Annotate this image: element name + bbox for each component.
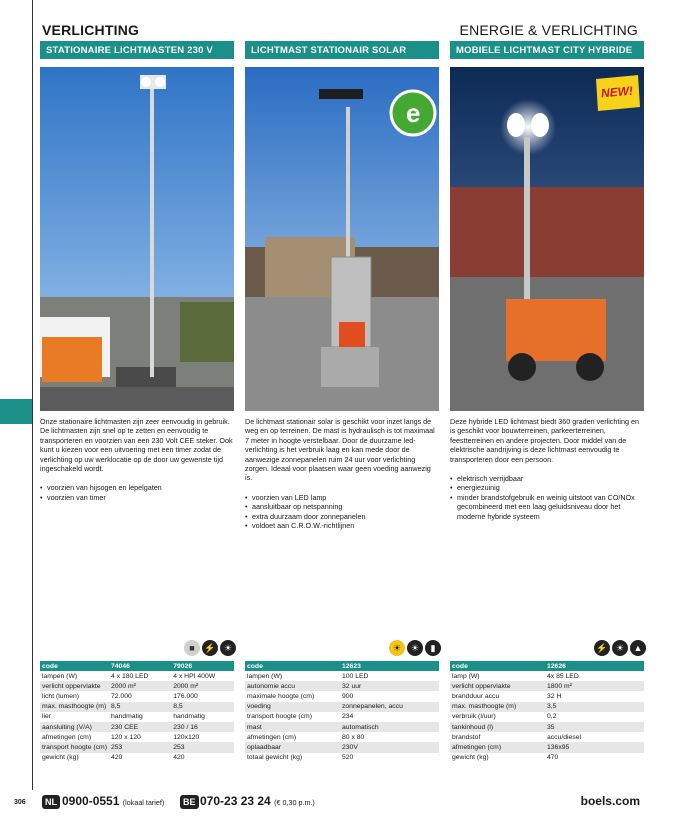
new-badge: NEW! (600, 83, 634, 101)
table-cell: 900 (342, 692, 354, 700)
table-cell: 230V (340, 742, 439, 752)
table-header: 79026 (171, 661, 234, 671)
table-cell: transport hoogte (cm) (247, 713, 312, 721)
table-row (40, 702, 234, 712)
be-phone (200, 794, 315, 808)
table-cell: lier (42, 713, 52, 721)
table-cell: 253 (109, 742, 171, 752)
table-cell: 32 H (547, 692, 562, 700)
product-title: STATIONAIRE LICHTMASTEN 230 V (40, 41, 234, 59)
table-row (40, 671, 234, 681)
table-cell: verlicht oppervlakte (40, 681, 109, 691)
be-phone-number: 070-23 23 24 (200, 794, 271, 808)
table-cell: verbruik (l/uur) (452, 713, 496, 721)
table-cell: accu/diesel (547, 733, 582, 741)
section-title: VERLICHTING (42, 22, 140, 38)
product-description: Onze stationaire lichtmasten zijn zeer eenvoudig in gebruik. De lichtmasten zijn snel op te zetten en eenvoudig te transporteren en voorzien van een 230 Volt CEE steker. Ook kunt u kiezen voor een uitvoering met een timer zodat de verlichting op uw werklocatie op de door uw gewenste tijd ingeschakeld wordt. (40, 417, 233, 474)
table-row (450, 742, 644, 752)
table-cell: aansluiting (V/A) (40, 722, 109, 732)
table-cell: 1800 m² (545, 681, 644, 691)
feature-item: • minder brandstofgebruik en weinig uitstoot van CO/NOx gecombineerd met een laag geluidsniveau door het moderne hybride systeem (450, 493, 644, 521)
table-row (40, 691, 234, 701)
feature-item: • voorzien van LED lamp (245, 493, 439, 502)
table-cell: voeding (245, 702, 340, 712)
table-cell: 176.000 (173, 692, 198, 700)
table-cell: gewicht (kg) (42, 754, 79, 762)
feature-list (40, 483, 234, 502)
table-cell: tankinhoud (l) (450, 722, 545, 732)
table-row (450, 691, 644, 701)
light-icon: ☀ (407, 640, 423, 656)
table-row (245, 681, 439, 691)
table-cell: totaal gewicht (kg) (247, 754, 303, 762)
section-tab-marker (0, 399, 32, 424)
fuel-icon: ▲ (630, 640, 646, 656)
table-cell: 230 CEE (109, 722, 171, 732)
table-cell: afmetingen (cm) (247, 733, 297, 741)
table-cell: autonomie accu (245, 681, 340, 691)
battery-icon: ▮ (425, 640, 441, 656)
table-cell: max. masthoogte (m) (40, 702, 109, 712)
table-cell: lamp (W) (452, 672, 480, 680)
product-column-hybrid (450, 41, 644, 521)
category-title: ENERGIE & VERLICHTING (459, 22, 638, 38)
table-cell: mast (245, 722, 340, 732)
solar-lightmast-photo (245, 67, 439, 411)
product-column-stationary (40, 41, 234, 502)
nl-phone (62, 794, 164, 808)
table-cell: afmetingen (cm) (450, 742, 545, 752)
icon-row (389, 640, 441, 656)
table-cell: 35 (545, 722, 644, 732)
feature-item: • voorzien van hijsogen en lepelgaten (40, 483, 234, 492)
table-cell: 4 x HPI 400W (173, 672, 216, 680)
table-cell: 32 uur (340, 681, 439, 691)
light-icon: ☀ (612, 640, 628, 656)
table-cell: 100 LED (342, 672, 369, 680)
table-row (450, 722, 644, 732)
table-cell: 420 (110, 754, 123, 762)
plug-icon: ⚡ (202, 640, 218, 656)
table-cell: automatisch (340, 722, 439, 732)
table-cell: handmatig (173, 713, 205, 721)
product-title: MOBIELE LICHTMAST CITY HYBRIDE (450, 41, 644, 59)
table-row (40, 753, 234, 763)
table-row (450, 671, 644, 681)
table-row (245, 732, 439, 742)
product-column-solar (245, 41, 439, 530)
table-cell: 80 x 80 (342, 733, 365, 741)
table-cell: lampen (W) (42, 672, 78, 680)
table-cell: 520 (342, 754, 354, 762)
spec-table-solar (245, 661, 439, 763)
svg-text:e: e (406, 98, 421, 128)
icon-row (184, 640, 236, 656)
icon-row (594, 640, 646, 656)
table-row (40, 681, 234, 691)
table-cell: 2000 m² (171, 681, 234, 691)
feature-list (450, 474, 644, 521)
table-cell: licht (lumen) (42, 692, 80, 700)
left-rule (32, 0, 33, 790)
table-cell: lampen (W) (247, 672, 283, 680)
table-row (450, 712, 644, 722)
table-cell: 0,2 (547, 713, 557, 721)
table-cell: 120x120 (173, 733, 200, 741)
solar-icon: ☀ (389, 640, 405, 656)
stationary-lightmast-photo (40, 67, 234, 411)
product-photo-solar (245, 67, 439, 411)
nl-phone-note: (lokaal tarief) (122, 798, 165, 807)
table-cell: transport hoogte (cm) (42, 743, 107, 751)
table-row (40, 732, 234, 742)
table-cell: afmetingen (cm) (42, 733, 92, 741)
table-row (450, 753, 644, 763)
table-row (450, 702, 644, 712)
website-link[interactable]: boels.com (580, 794, 640, 808)
table-row (245, 722, 439, 732)
table-row (40, 722, 234, 732)
table-row (245, 691, 439, 701)
table-row (245, 753, 439, 763)
spec-table-stationary (40, 661, 234, 763)
table-cell: 8,5 (109, 702, 171, 712)
table-cell: 4x 85 LED (547, 672, 579, 680)
spec-table-hybrid (450, 661, 644, 763)
product-description: De lichtmast stationair solar is geschikt voor inzet langs de weg en op terreinen. De mast is hydraulisch is tot maximaal 7 meter in hoogte verstelbaar. Door de duurzame led-verlichting is het verbruik laag en kan mede door de aanwezige zonnepanelen ruim 24 uur voor verlichting zorgen. Ideaal voor plaatsen waar geen voeding aanwezig is. (245, 417, 435, 483)
be-badge: BE (180, 795, 199, 809)
table-header: code (40, 661, 109, 671)
feature-item: • extra duurzaam door zonnepanelen (245, 512, 439, 521)
table-row (40, 742, 234, 752)
table-header: 12626 (545, 661, 644, 671)
feature-list (245, 493, 439, 531)
table-cell: 4 x 180 LED (110, 672, 149, 680)
table-cell: 234 (342, 713, 354, 721)
table-row (450, 681, 644, 691)
feature-item: • voldoet aan C.R.O.W.-richtlijnen (245, 521, 439, 530)
table-cell: 253 (171, 742, 234, 752)
grey-icon: ■ (184, 640, 200, 656)
table-cell: 8,5 (171, 702, 234, 712)
feature-item: • energiezuinig (450, 483, 644, 492)
table-cell: 470 (547, 754, 559, 762)
table-cell: gewicht (kg) (452, 754, 489, 762)
nl-badge: NL (42, 795, 60, 809)
table-cell: handmatig (110, 713, 143, 721)
table-row (245, 742, 439, 752)
product-photo-stationary (40, 67, 234, 411)
table-row (40, 712, 234, 722)
table-header: code (450, 661, 545, 671)
nl-phone-number: 0900-0551 (62, 794, 120, 808)
table-row (245, 712, 439, 722)
table-cell: 2000 m² (109, 681, 171, 691)
table-cell: 3,5 (545, 702, 644, 712)
table-cell: brandduur accu (452, 692, 500, 700)
hybrid-lightmast-photo (450, 67, 644, 411)
light-icon: ☀ (220, 640, 236, 656)
table-cell: brandstof (452, 733, 481, 741)
be-phone-note: (€ 0,30 p.m.) (274, 798, 315, 807)
product-description: Deze hybride LED lichtmast biedt 360 graden verlichting en is geschikt voor bouwterreinen, parkeerterreinen, feestterreinen en andere projecten. Door middel van de elektrische aandrijving is deze lichtmast eenvoudig te transporteren door een persoon. (450, 417, 639, 464)
plug-icon: ⚡ (594, 640, 610, 656)
feature-item: • voorzien van timer (40, 493, 234, 502)
table-header: 12623 (340, 661, 439, 671)
table-row (245, 702, 439, 712)
page-footer (0, 791, 676, 813)
feature-item: • elektrisch verrijdbaar (450, 474, 644, 483)
table-cell: 136x95 (545, 742, 644, 752)
table-cell: oplaadbaar (245, 742, 340, 752)
table-header: code (245, 661, 340, 671)
table-header: 74046 (109, 661, 171, 671)
product-photo-hybrid (450, 67, 644, 411)
table-cell: zonnepanelen, accu (340, 702, 439, 712)
product-title: LICHTMAST STATIONAIR SOLAR (245, 41, 439, 59)
page-number: 306 (14, 799, 26, 806)
feature-item: • aansluitbaar op netspanning (245, 502, 439, 511)
table-cell: 120 x 120 (110, 733, 141, 741)
table-cell: max. masthoogte (m) (450, 702, 545, 712)
table-cell: verlicht oppervlakte (450, 681, 545, 691)
table-row (245, 671, 439, 681)
table-row (450, 732, 644, 742)
table-cell: maximale hoogte (cm) (247, 692, 315, 700)
table-cell: 230 / 16 (171, 722, 234, 732)
table-cell: 72.000 (110, 692, 132, 700)
table-cell: 420 (173, 754, 185, 762)
